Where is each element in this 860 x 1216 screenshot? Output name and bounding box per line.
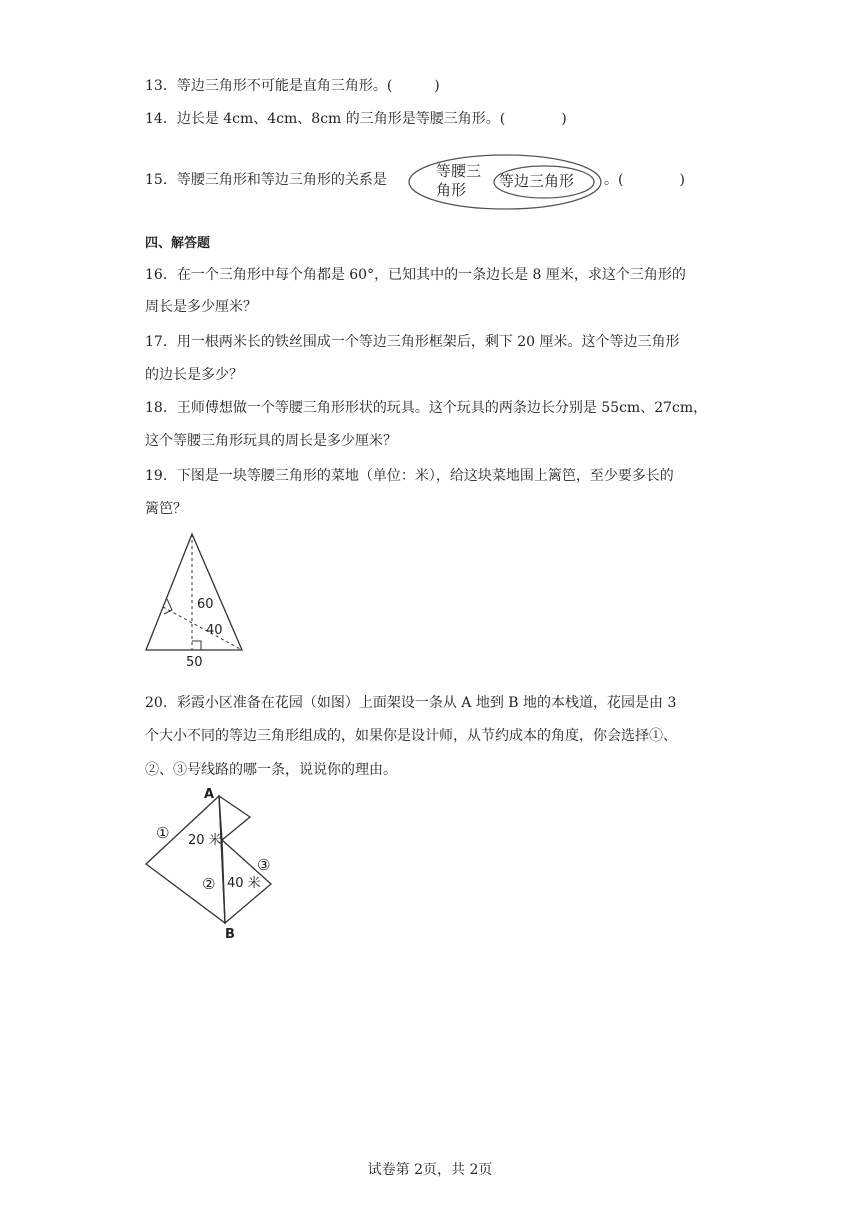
- question-16-line-1: 16．在一个三角形中每个角都是 60°，已知其中的一条边长是 8 厘米，求这个三角形的: [145, 267, 686, 283]
- question-16-line-2: 周长是多少厘米？: [145, 299, 257, 315]
- question-17-line-2: 的边长是多少？: [145, 367, 243, 383]
- triangle-outline: [146, 534, 242, 650]
- question-18-line-2: 这个等腰三角形玩具的周长是多少厘米？: [145, 433, 397, 449]
- route-1-triangle: [146, 796, 225, 923]
- question-15-suffix: 。( ): [604, 172, 685, 188]
- question-18-line-1: 18．王师傅想做一个等腰三角形形状的玩具。这个玩具的两条边长分别是 55cm、27cm，: [145, 400, 708, 416]
- label-base: 50: [186, 655, 203, 670]
- question-15-prefix: 15．等腰三角形和等边三角形的关系是: [145, 172, 387, 188]
- garden-routes-figure: [140, 782, 290, 942]
- route-1-label: ①: [156, 824, 170, 842]
- route-2-label: ②: [202, 875, 216, 893]
- route-2-line: [219, 796, 225, 923]
- point-a-label: A: [204, 787, 215, 802]
- small-triangle: [219, 796, 250, 840]
- side-20m-label: 20 米: [188, 833, 222, 848]
- question-19-line-1: 19．下图是一块等腰三角形的菜地（单位：米），给这块菜地围上篱笆，至少要多长的: [145, 468, 674, 484]
- question-19-line-2: 篱笆？: [145, 501, 187, 517]
- question-20-line-2: 个大小不同的等边三角形组成的，如果你是设计师，从节约成本的角度，你会选择①、: [145, 728, 677, 744]
- question-20-line-3: ②、③号线路的哪一条，说说你的理由。: [145, 762, 397, 778]
- side-40m-label: 40 米: [227, 876, 261, 891]
- question-13: 13．等边三角形不可能是直角三角形。( ): [145, 78, 440, 94]
- page-footer: 试卷第 2页，共 2页: [367, 1162, 493, 1178]
- question-14: 14．边长是 4cm、4cm、8cm 的三角形是等腰三角形。( ): [145, 111, 567, 127]
- label-height: 60: [197, 597, 214, 612]
- section-4-title: 四、解答题: [145, 236, 211, 251]
- set-relation-diagram: [405, 153, 605, 211]
- label-slant: 40: [206, 623, 223, 638]
- oval-outer-label-2: 角形: [436, 181, 467, 199]
- isosceles-field-figure: [140, 530, 250, 670]
- right-angle-mark-base: [192, 641, 201, 650]
- oval-inner-label: 等边三角形: [499, 172, 575, 190]
- route-3-label: ③: [257, 856, 271, 874]
- question-17-line-1: 17．用一根两米长的铁丝围成一个等边三角形框架后，剩下 20 厘米。这个等边三角形: [145, 334, 680, 350]
- oval-outer-label-1: 等腰三: [436, 162, 482, 180]
- point-b-label: B: [225, 927, 235, 942]
- slant-height-dashed-line: [163, 607, 242, 650]
- question-20-line-1: 20．彩霞小区准备在花园（如图）上面架设一条从 A 地到 B 地的本栈道，花园是由 3: [145, 695, 677, 711]
